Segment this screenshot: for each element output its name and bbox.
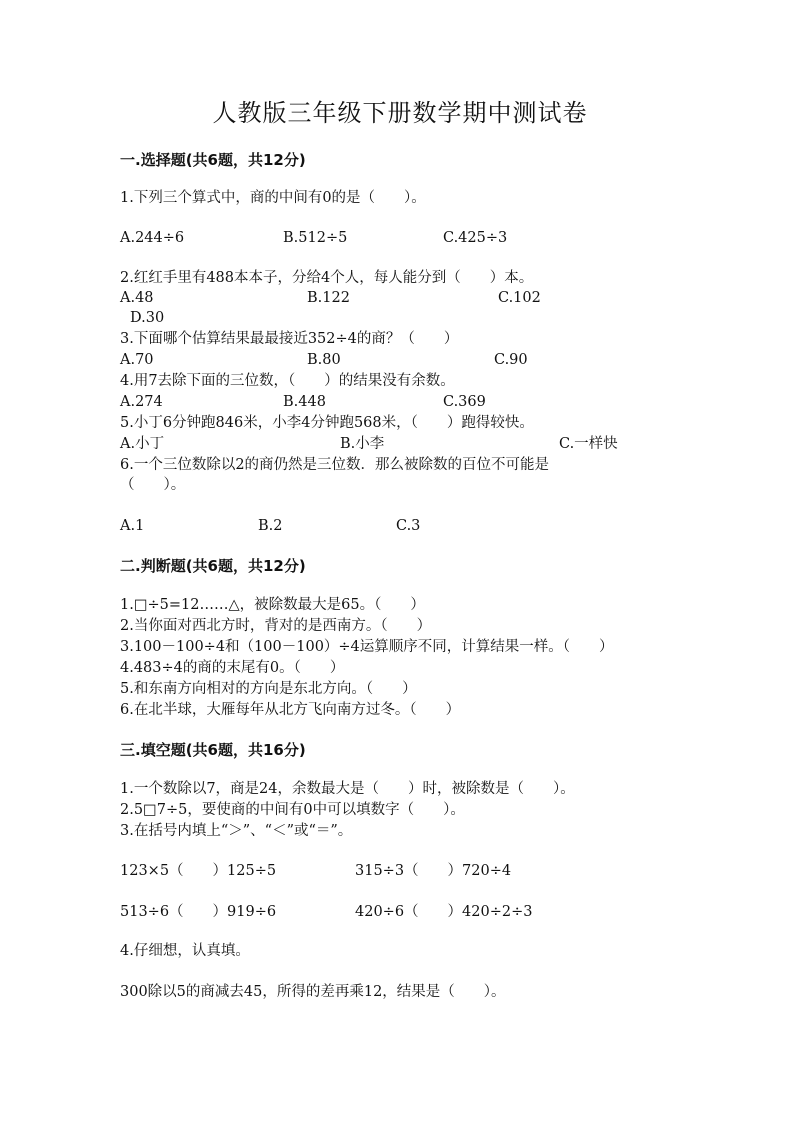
option-a: A.小丁 <box>120 436 165 452</box>
question-text: 1.下列三个算式中，商的中间有0的是（ ）。 <box>120 190 426 206</box>
question-text: 5.小丁6分钟跑846米，小李4分钟跑568米，（ ）跑得较快。 <box>120 415 534 431</box>
option-c: C.102 <box>498 290 541 306</box>
fill-question: 4.仔细想，认真填。 <box>120 943 250 959</box>
option-a: A.48 <box>120 290 154 306</box>
compare-item: 123×5（ ）125÷5 <box>120 863 277 879</box>
fill-question: 1.一个数除以7，商是24，余数最大是（ ）时，被除数是（ ）。 <box>120 781 575 797</box>
page-title: 人教版三年级下册数学期中测试卷 <box>212 99 588 127</box>
option-a: A.1 <box>120 518 145 534</box>
option-b: B.448 <box>283 394 326 410</box>
option-c: C.90 <box>494 352 528 368</box>
option-b: B.80 <box>307 352 341 368</box>
compare-item: 420÷6（ ）420÷2÷3 <box>355 904 533 920</box>
option-a: A.274 <box>120 394 163 410</box>
section-heading-fill: 三.填空题(共6题，共16分) <box>120 741 306 759</box>
option-b: B.小李 <box>340 436 385 452</box>
judge-item: 5.和东南方向相对的方向是东北方向。（ ） <box>120 681 417 697</box>
fill-question: 3.在括号内填上“＞”、“＜”或“＝”。 <box>120 823 353 839</box>
judge-item: 3.100－100÷4和（100－100）÷4运算顺序不同，计算结果一样。（ ） <box>120 639 614 655</box>
question-text: 2.红红手里有488本本子，分给4个人，每人能分到（ ）本。 <box>120 270 534 286</box>
section-heading-judge: 二.判断题(共6题，共12分) <box>120 557 306 575</box>
fill-question: 2.5□7÷5，要使商的中间有0中可以填数字（ ）。 <box>120 802 465 818</box>
option-c: C.369 <box>443 394 486 410</box>
judge-item: 6.在北半球，大雁每年从北方飞向南方过冬。（ ） <box>120 702 461 718</box>
compare-item: 513÷6（ ）919÷6 <box>120 904 277 920</box>
option-a: A.244÷6 <box>120 230 185 246</box>
fill-question-line: 300除以5的商减去45，所得的差再乘12，结果是（ ）。 <box>120 984 506 1000</box>
option-b: B.512÷5 <box>283 230 348 246</box>
option-c: C.3 <box>396 518 421 534</box>
judge-item: 2.当你面对西北方时，背对的是西南方。（ ） <box>120 618 432 634</box>
option-b: B.122 <box>307 290 350 306</box>
option-c: C.一样快 <box>559 436 618 452</box>
question-text: 4.用7去除下面的三位数，（ ）的结果没有余数。 <box>120 373 455 389</box>
option-b: B.2 <box>258 518 283 534</box>
question-text-continued: （ ）。 <box>120 477 186 493</box>
option-a: A.70 <box>120 352 154 368</box>
compare-item: 315÷3（ ）720÷4 <box>355 863 512 879</box>
option-c: C.425÷3 <box>443 230 508 246</box>
section-heading-choice: 一.选择题(共6题，共12分) <box>120 151 306 169</box>
option-d: D.30 <box>130 310 165 326</box>
judge-item: 4.483÷4的商的末尾有0。（ ） <box>120 660 345 676</box>
question-text: 3.下面哪个估算结果最最接近352÷4的商？（ ） <box>120 331 459 347</box>
judge-item: 1.□÷5=12……△，被除数最大是65。（ ） <box>120 597 425 613</box>
question-text: 6.一个三位数除以2的商仍然是三位数．那么被除数的百位不可能是 <box>120 457 550 473</box>
